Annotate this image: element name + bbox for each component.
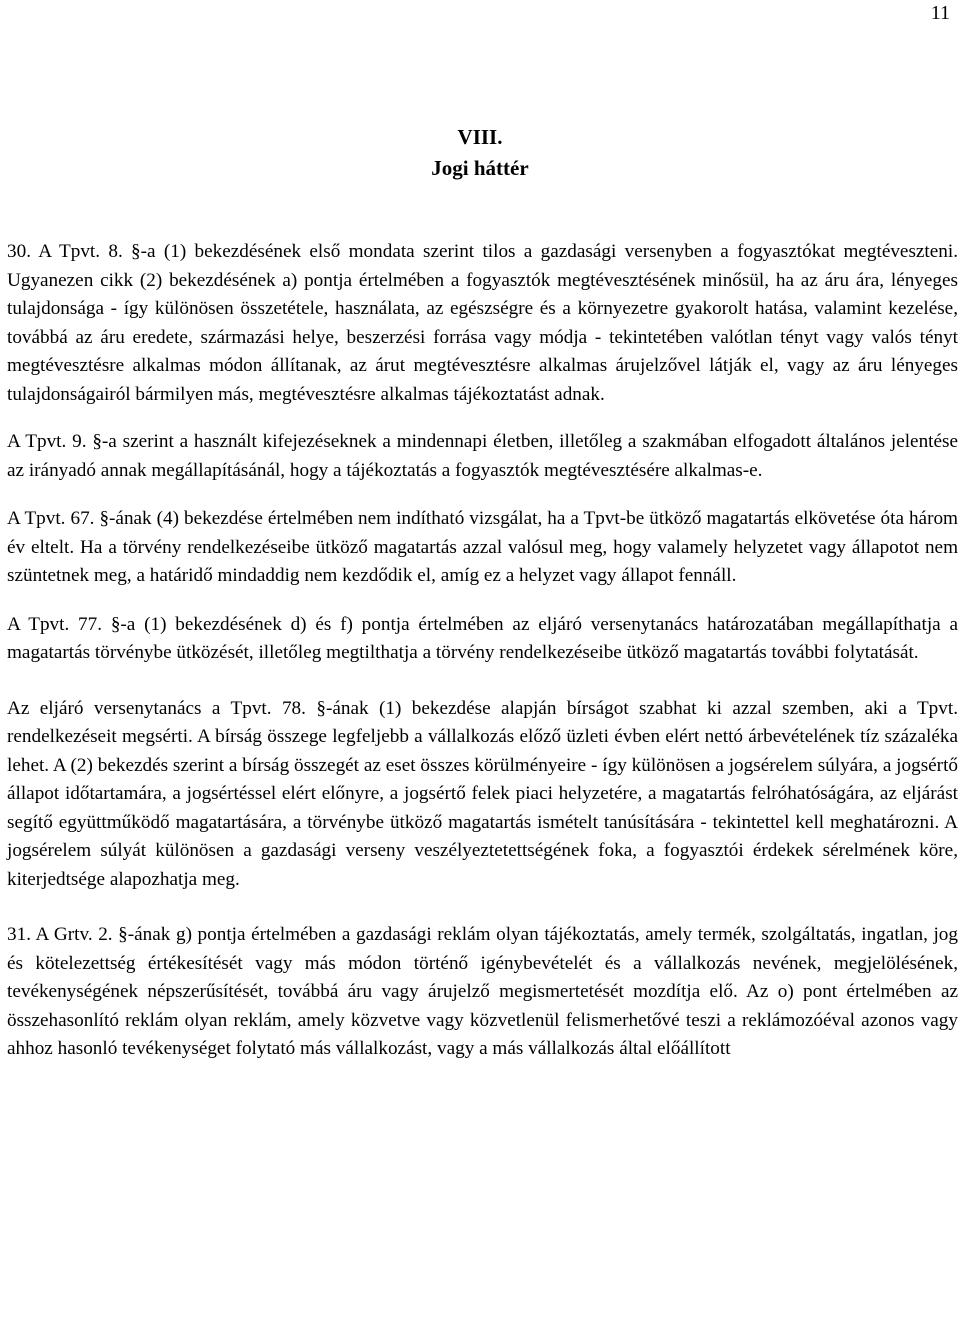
paragraph-tpvt-67: A Tpvt. 67. §-ának (4) bekezdése értelmében nem indítható vizsgálat, ha a Tpvt-be ütköző magatartás elkövetése óta három év eltelt. Ha a törvény rendelkezéseibe ütköző magatartás azzal valósul meg, hogy valamely helyzetet vagy állapotot nem szüntetnek meg, a határidő mindaddig nem kezdődik el, amíg ez a helyzet vagy állapot fennáll. [7, 508, 958, 586]
paragraph-31-grtv-2: 31. A Grtv. 2. §-ának g) pontja értelmében a gazdasági reklám olyan tájékoztatás, amely termék, szolgáltatás, ingatlan, jog és kötelezettség értékesítését vagy más módon történő igénybevételét és a vállalkozás nevének, megjelölésének, tevékenységének népszerűsítését, továbbá áru vagy árujelző megismertetését mozdítja elő. Az o) pont értelmében az összehasonlító reklám olyan reklám, amely közvetve vagy közvetlenül felismerhetővé teszi a reklámozóéval azonos vagy ahhoz hasonló tevékenységet folytató más vállalkozást, vagy a más vállalkozás által előállított [7, 924, 958, 1059]
section-title: Jogi háttér [431, 156, 529, 180]
document-body [7, 238, 958, 1064]
page-number: 11 [930, 2, 950, 24]
paragraph-tpvt-9: A Tpvt. 9. §-a szerint a használt kifejezéseknek a mindennapi életben, illetőleg a szakmában elfogadott általános jelentése az irányadó annak megállapításánál, hogy a tájékoztatás a fogyasztók megtévesztésére alkalmas-e. [7, 431, 958, 481]
section-numeral: VIII. [457, 125, 503, 149]
section-heading [0, 122, 960, 184]
paragraph-tpvt-77: A Tpvt. 77. §-a (1) bekezdésének d) és f) pontja értelmében az eljáró versenytanács határozatában megállapíthatja a magatartás törvénybe ütközését, illetőleg megtilthatja a törvény rendelkezéseibe ütköző magatartás további folytatását. [7, 613, 958, 663]
paragraph-tpvt-78: Az eljáró versenytanács a Tpvt. 78. §-ának (1) bekezdése alapján bírságot szabhat ki azzal szemben, aki a Tpvt. rendelkezéseit megsérti. A bírság összege legfeljebb a vállalkozás előző üzleti évben elért nettó árbevételének tíz százaléka lehet. A (2) bekezdés szerint a bírság összegét az eset összes körülményeire - így különösen a jogsérelem súlyára, a jogsértő állapot időtartamára, a jogsértéssel elért előnyre, a jogsértő felek piaci helyzetére, a magatartás felróhatóságára, az eljárást segítő együttműködő magatartására, a törvénybe ütköző magatartás ismételt tanúsítására - tekintettel kell meghatározni. A jogsérelem súlyát különösen a gazdasági verseny veszélyeztetettségének foka, a fogyasztói érdekek sérelmének köre, kiterjedtsége alapozhatja meg. [7, 697, 958, 890]
paragraph-30-tpvt-8: 30. A Tpvt. 8. §-a (1) bekezdésének első mondata szerint tilos a gazdasági versenyben a fogyasztókat megtéveszteni. Ugyanezen cikk (2) bekezdésének a) pontja értelmében a fogyasztók megtévesztésének minősül, ha az áru ára, lényeges tulajdonsága - így különösen összetétele, használata, az egészségre és a környezetre gyakorolt hatása, valamint kezelése, továbbá az áru eredete, származási helye, beszerzési forrása vagy módja - tekintetében valótlan tényt vagy valós tényt megtévesztésre alkalmas módon állítanak, az árut megtévesztésre alkalmas árujelzővel látják el, vagy az áru lényeges tulajdonságairól bármilyen más, megtévesztésre alkalmas tájékoztatást adnak. [7, 241, 958, 405]
